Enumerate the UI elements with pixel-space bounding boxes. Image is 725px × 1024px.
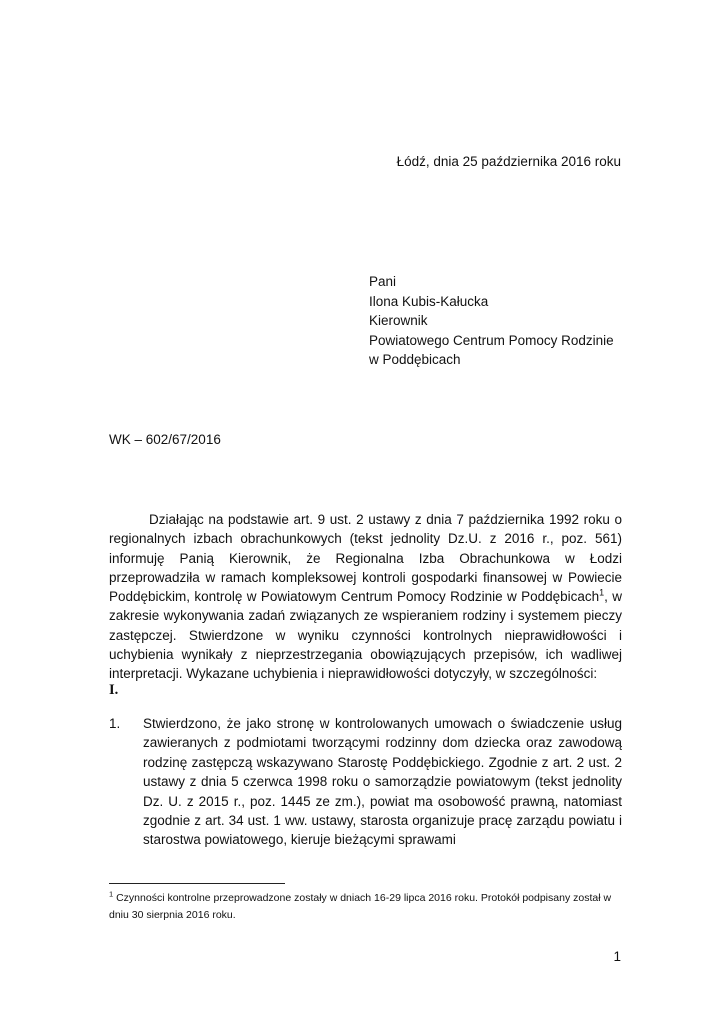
recipient-institution: Powiatowego Centrum Pomocy Rodzinie (369, 332, 614, 348)
intro-text-part2: , w zakresie wykonywania zadań związanych ze wspieraniem rodziny i systemem pieczy zastępczej. Stwierdzone w wyniku czynności kontrolnych nieprawidłowości i uchybienia wynikały z nieprzestrzegania obowiązujących przepisów, ich wadliwej interpretacji. Wykazane uchybienia i nieprawidłowości dotyczyły, w szczególności: (109, 589, 622, 682)
place-date: Łódź, dnia 25 października 2016 roku (396, 154, 621, 169)
list-item (109, 714, 622, 850)
recipient-salutation: Pani (369, 274, 397, 289)
intro-paragraph (109, 510, 622, 684)
recipient-block (369, 272, 614, 370)
footnote (109, 890, 622, 924)
recipient-location: w Poddębicach (369, 352, 461, 367)
list-item-text: Stwierdzono, że jako stronę w kontrolowanych umowach o świadczenie usług zawieranych z podmiotami tworzącymi rodzinny dom dziecka oraz zawodową rodzinę zastępczą wskazywano Starostę Poddębickiego. Zgodnie z art. 2 ust. 2 ustawy z dnia 5 czerwca 1998 roku o samorządzie powiatowym (tekst jednolity Dz. U. z 2015 r., poz. 1445 ze zm.), powiat ma osobowość prawną, natomiast zgodnie z art. 34 ust. 1 ww. ustawy, starosta organizuje pracę zarządu powiatu i starostwa powiatowego, kieruje bieżącymi sprawami (143, 716, 622, 848)
footnote-reference[interactable]: 1 (599, 587, 605, 598)
footnote-separator (109, 883, 285, 884)
recipient-position: Kierownik (369, 313, 428, 328)
list-item-number: 1. (109, 716, 121, 731)
footnote-marker: 1 (109, 889, 114, 899)
intro-text-part1: Działając na podstawie art. 9 ust. 2 ustawy z dnia 7 października 1992 roku o regionalnych izbach obrachunkowych (tekst jednolity Dz.U. z 2016 r., poz. 561) informuję Panią Kierownik, że Regionalna Izba Obrachunkowa w Łodzi przeprowadziła w ramach kompleksowej kontroli gospodarki finansowej w Powiecie Poddębickim, kontrolę w Powiatowym Centrum Pomocy Rodzinie w Poddębicach (109, 512, 622, 605)
footnote-text: Czynności kontrolne przeprowadzone zostały w dniach 16-29 lipca 2016 roku. Protokół podpisany został w dniu 30 sierpnia 2016 roku. (109, 892, 612, 921)
reference-number: WK – 602/67/2016 (109, 432, 221, 447)
page-number: 1 (613, 949, 621, 964)
section-heading: I. (109, 682, 119, 698)
recipient-name: Ilona Kubis-Kałucka (369, 293, 489, 309)
